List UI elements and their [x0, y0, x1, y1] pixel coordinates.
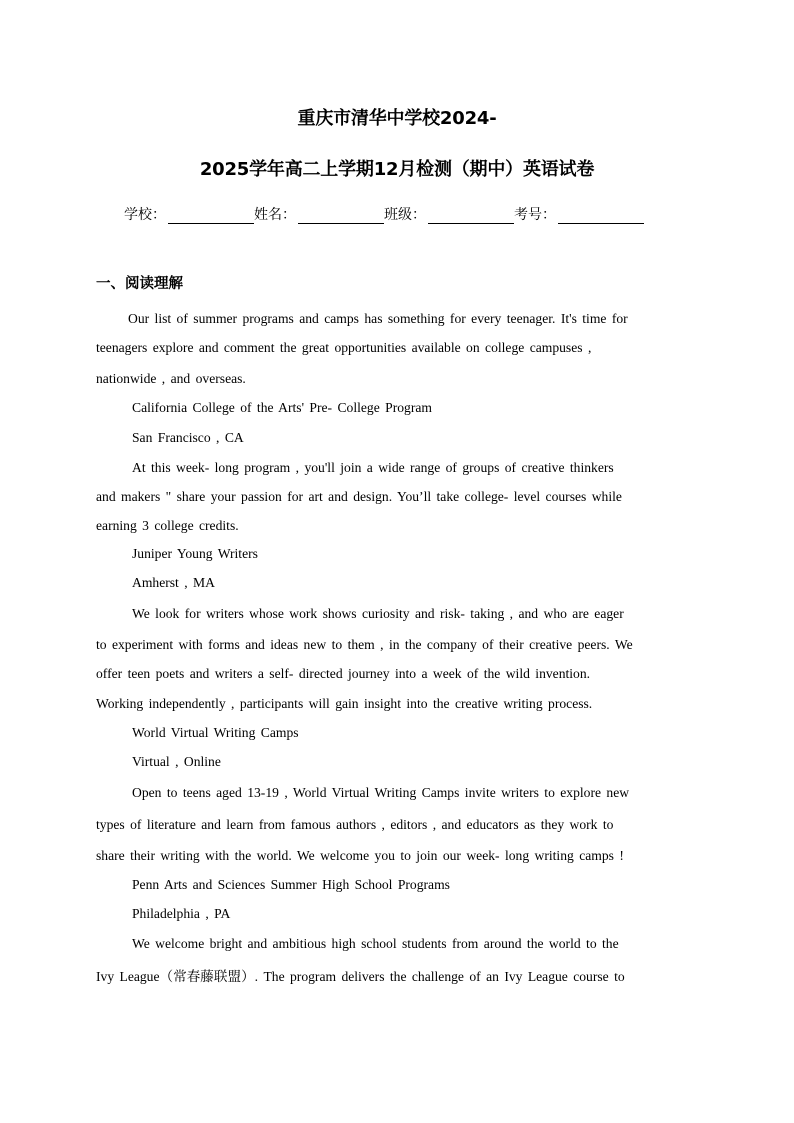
program-name: Juniper Young Writers [132, 546, 258, 561]
school-field [124, 204, 254, 224]
program-name: Penn Arts and Sciences Summer High School Programs [132, 877, 450, 892]
name-blank[interactable] [298, 207, 384, 224]
class-label: 班级： [384, 207, 426, 223]
body-line: to experiment with forms and ideas new to them , in the company of their creative peers. We [96, 637, 633, 652]
name-field [254, 204, 384, 224]
body-line: Open to teens aged 13-19 , World Virtual Writing Camps invite writers to explore new [132, 785, 630, 800]
program-location: Philadelphia , PA [132, 906, 231, 921]
body-line: offer teen poets and writers a self- directed journey into a week of the wild invention. [96, 666, 591, 681]
exam-number-field [514, 204, 644, 224]
class-field [384, 204, 514, 224]
body-line: Ivy League（常春藤联盟）. The program delivers the challenge of an Ivy League course to [96, 969, 625, 984]
body-line: types of literature and learn from famous authors , editors , and educators as they work to [96, 817, 614, 832]
program-location: Virtual , Online [132, 754, 221, 769]
name-label: 姓名： [254, 207, 296, 223]
exam-title-line-1: 重庆市清华中学校2024- [297, 108, 497, 129]
body-line: Working independently , participants will gain insight into the creative writing process. [96, 696, 593, 711]
exam-number-label: 考号： [514, 207, 556, 223]
program-name: World Virtual Writing Camps [132, 725, 299, 740]
body-line: teenagers explore and comment the great opportunities available on college campuses , [96, 340, 592, 355]
body-line: nationwide , and overseas. [96, 371, 246, 386]
exam-number-blank[interactable] [558, 207, 644, 224]
body-line: We look for writers whose work shows curiosity and risk- taking , and who are eager [132, 606, 624, 621]
program-name: California College of the Arts' Pre- College Program [132, 400, 432, 415]
section-heading-reading: 一、阅读理解 [96, 276, 183, 292]
school-label: 学校： [124, 207, 166, 223]
student-info-row [124, 204, 684, 228]
body-line: At this week- long program , you'll join a wide range of groups of creative thinkers [132, 460, 614, 475]
body-line: We welcome bright and ambitious high school students from around the world to the [132, 936, 619, 951]
body-line: earning 3 college credits. [96, 518, 239, 533]
program-location: Amherst , MA [132, 575, 215, 590]
body-line: and makers " share your passion for art and design. You’ll take college- level courses while [96, 489, 622, 504]
body-line: Our list of summer programs and camps has something for every teenager. It's time for [128, 311, 628, 326]
school-blank[interactable] [168, 207, 254, 224]
program-location: San Francisco , CA [132, 430, 244, 445]
class-blank[interactable] [428, 207, 514, 224]
exam-title-line-2: 2025学年高二上学期12月检测（期中）英语试卷 [199, 159, 595, 180]
body-line: share their writing with the world. We welcome you to join our week- long writing camps ! [96, 848, 624, 863]
